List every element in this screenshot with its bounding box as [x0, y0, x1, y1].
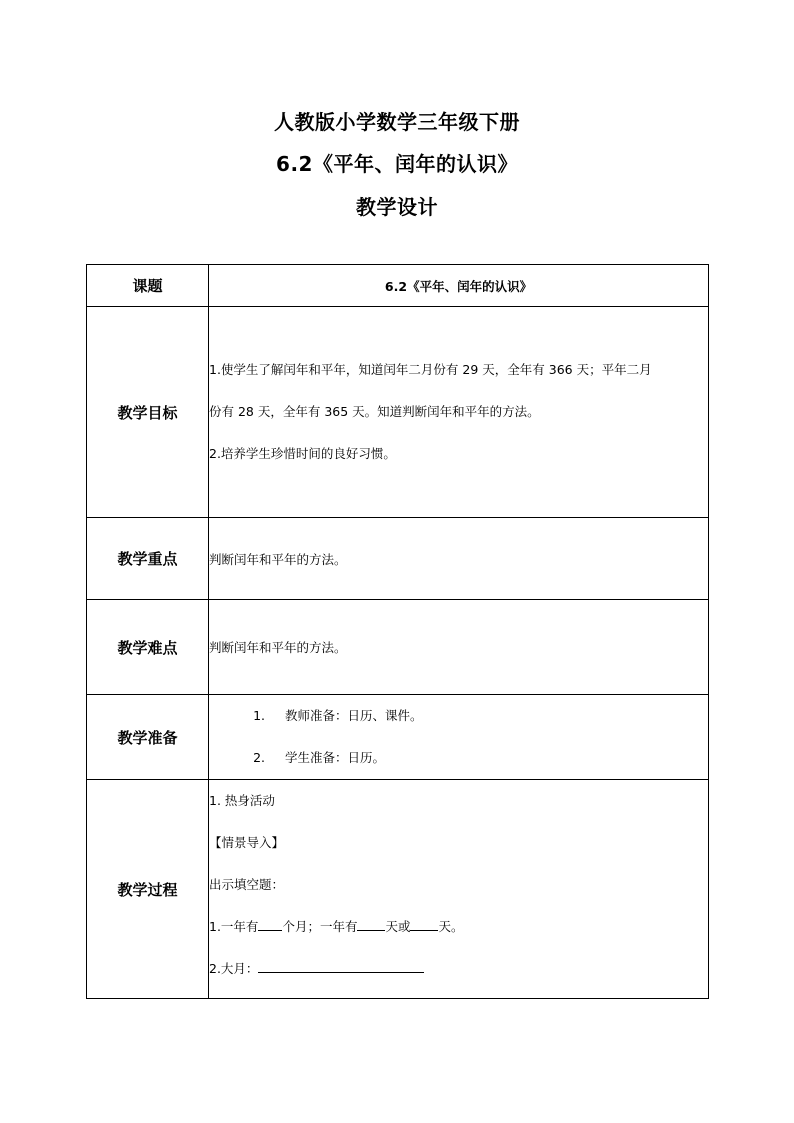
row-key-points [87, 518, 709, 600]
objectives-content [209, 307, 709, 518]
process-prompt: 出示填空题： [209, 877, 285, 892]
label-key-points: 教学重点 [87, 518, 209, 600]
objective-line: 份有 28 天，全年有 365 天。知道判断闰年和平年的方法。 [209, 404, 540, 419]
answer-blank [410, 916, 438, 931]
preparation-item [209, 695, 708, 737]
item-number: 2. [253, 750, 265, 765]
answer-blank [357, 916, 385, 931]
document-title: 人教版小学数学三年级下册 [274, 110, 520, 134]
label-preparation: 教学准备 [87, 695, 209, 780]
row-subject [87, 265, 709, 307]
row-difficulties [87, 600, 709, 695]
objective-line: 2.培养学生珍惜时间的良好习惯。 [209, 446, 396, 461]
answer-blank [258, 958, 424, 973]
process-content [209, 780, 709, 999]
item-text: 教师准备：日历、课件。 [285, 708, 423, 723]
row-objectives [87, 307, 709, 518]
difficulties-value: 判断闰年和平年的方法。 [209, 600, 709, 695]
row-preparation [87, 695, 709, 780]
preparation-item [209, 737, 708, 779]
lesson-plan-table [86, 264, 709, 999]
lesson-title: 6.2《平年、闰年的认识》 [276, 152, 518, 176]
label-objectives: 教学目标 [87, 307, 209, 518]
objective-line: 1.使学生了解闰年和平年，知道闰年二月份有 29 天，全年有 366 天；平年二月 [209, 362, 652, 377]
item-number: 1. [253, 708, 265, 723]
fill-in-question-1: 1.一年有 个月；一年有 天或 天。 [209, 906, 708, 948]
process-step: 1. 热身活动 [209, 793, 275, 808]
row-process [87, 780, 709, 999]
document-subtitle: 教学设计 [356, 195, 438, 219]
preparation-content [209, 695, 709, 780]
label-difficulties: 教学难点 [87, 600, 209, 695]
key-points-value: 判断闰年和平年的方法。 [209, 518, 709, 600]
fill-in-question-2: 2.大月： [209, 948, 708, 990]
label-subject: 课题 [87, 265, 209, 307]
answer-blank [258, 916, 282, 931]
process-section: 【情景导入】 [209, 835, 285, 850]
label-process: 教学过程 [87, 780, 209, 999]
item-text: 学生准备：日历。 [285, 750, 386, 765]
subject-value: 6.2《平年、闰年的认识》 [209, 265, 709, 307]
